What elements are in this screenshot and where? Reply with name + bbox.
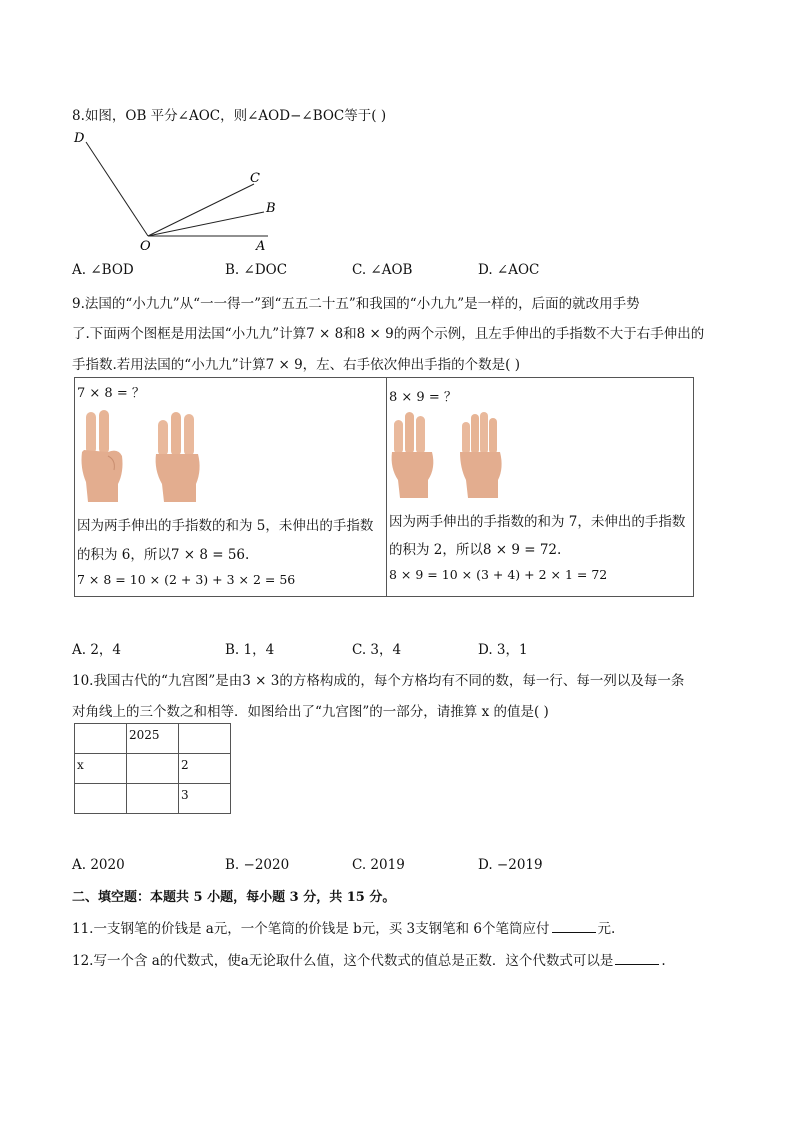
q9-right-desc2: 的积为 2，所以8 × 9 = 72. <box>389 542 562 558</box>
ray-ob <box>148 212 264 236</box>
q9-right-title: 8 × 9 = ？ <box>389 390 457 405</box>
q9-left-desc1: 因为两手伸出的手指数的和为 5，未伸出的手指数 <box>77 518 374 534</box>
label-b: B <box>266 201 276 216</box>
grid-cell: 2025 <box>127 724 179 754</box>
q9-left-title: 7 × 8 = ？ <box>77 386 145 401</box>
q8-angle-diagram <box>70 126 290 256</box>
q8-option-b[interactable]: B. ∠DOC <box>225 262 288 278</box>
label-c: C <box>250 171 260 186</box>
ray-oc <box>148 184 254 236</box>
q9-left-desc2: 的积为 6，所以7 × 8 = 56. <box>77 547 250 563</box>
label-a: A <box>256 239 266 254</box>
q10-option-d[interactable]: D. −2019 <box>478 857 543 873</box>
right-hand-four-fingers-image <box>460 410 504 498</box>
q12-prefix: 12.写一个含 a的代数式，使a无论取什么值，这个代数式的值总是正数．这个代数式可以是 <box>72 953 614 969</box>
q8-option-c[interactable]: C. ∠AOB <box>352 262 413 278</box>
q8-option-a[interactable]: A. ∠BOD <box>72 262 134 278</box>
q9-divider <box>386 377 387 597</box>
q11-answer-blank[interactable] <box>552 920 596 933</box>
ray-od <box>86 142 148 236</box>
grid-cell <box>127 754 179 784</box>
q11-prefix: 11.一支钢笔的价钱是 a元，一个笔筒的价钱是 b元，买 3支钢笔和 6个笔筒应付 <box>72 921 550 937</box>
q9-left-formula: 7 × 8 = 10 × (2 + 3) + 3 × 2 = 56 <box>77 572 296 587</box>
grid-cell: 3 <box>179 784 231 814</box>
grid-row <box>75 754 231 784</box>
left-hand-two-fingers-image <box>78 408 126 502</box>
grid-cell <box>179 724 231 754</box>
grid-cell <box>75 724 127 754</box>
grid-row <box>75 784 231 814</box>
left-hand-three-fingers-image <box>390 410 438 498</box>
q8-option-d[interactable]: D. ∠AOC <box>478 262 540 278</box>
q11-suffix: 元. <box>597 921 616 937</box>
q9-option-b[interactable]: B. 1，4 <box>225 642 275 658</box>
q9-line2: 了.下面两个图框是用法国“小九九”计算7 × 8和8 × 9的两个示例，且左手伸出的手指数不大于右手伸出的 <box>72 326 705 342</box>
q12-suffix: . <box>661 953 666 969</box>
right-hand-three-fingers-image <box>152 408 204 502</box>
q10-line2: 对角线上的三个数之和相等．如图给出了“九宫图”的一部分，请推算 x 的值是( ) <box>72 704 549 720</box>
q10-option-c[interactable]: C. 2019 <box>352 857 405 873</box>
q10-option-a[interactable]: A. 2020 <box>72 857 125 873</box>
q9-option-a[interactable]: A. 2，4 <box>72 642 122 658</box>
q12-text <box>72 949 666 969</box>
q11-text <box>72 917 615 937</box>
q12-answer-blank[interactable] <box>615 952 659 965</box>
grid-cell <box>75 784 127 814</box>
grid-row <box>75 724 231 754</box>
q10-option-b[interactable]: B. −2020 <box>225 857 290 873</box>
q9-line3: 手指数.若用法国的“小九九”计算7 × 9，左、右手依次伸出手指的个数是( ) <box>72 357 520 373</box>
section-heading: 二、填空题：本题共 5 小题，每小题 3 分，共 15 分。 <box>72 890 396 905</box>
grid-cell: x <box>75 754 127 784</box>
q10-line1: 10.我国古代的“九宫图”是由3 × 3的方格构成的，每个方格均有不同的数，每一行、每一列以及每一条 <box>72 673 685 689</box>
label-o: O <box>140 239 151 254</box>
q8-text: 8.如图，OB 平分∠AOC，则∠AOD−∠BOC等于( ) <box>72 108 387 124</box>
q9-right-formula: 8 × 9 = 10 × (3 + 4) + 2 × 1 = 72 <box>389 567 608 582</box>
grid-cell <box>127 784 179 814</box>
label-d: D <box>74 131 85 146</box>
q9-option-d[interactable]: D. 3，1 <box>478 642 528 658</box>
grid-cell: 2 <box>179 754 231 784</box>
q9-option-c[interactable]: C. 3，4 <box>352 642 402 658</box>
nine-palace-grid <box>74 723 231 814</box>
q9-line1: 9.法国的“小九九”从“一一得一”到“五五二十五”和我国的“小九九”是一样的，后面的就改用手势 <box>72 296 640 312</box>
q9-right-desc1: 因为两手伸出的手指数的和为 7，未伸出的手指数 <box>389 514 686 530</box>
